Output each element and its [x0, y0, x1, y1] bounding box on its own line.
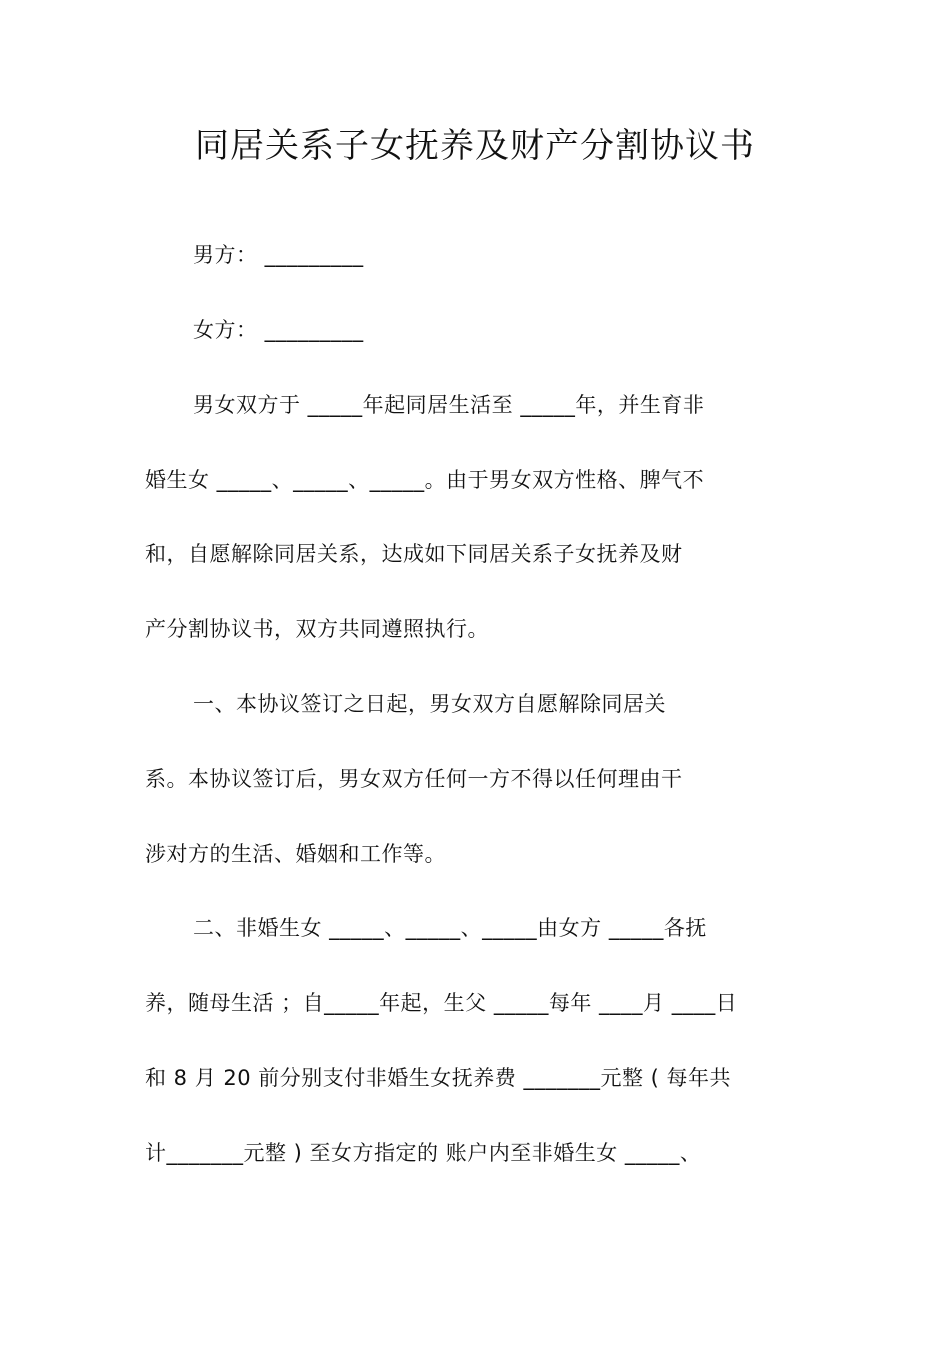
clause-one-line: 涉对方的生活、婚姻和工作等。 — [145, 842, 446, 866]
paragraph-line: 婚生女 _____、_____、_____。由于男女双方性格、脾气不 — [145, 468, 705, 492]
clause-two-line: 养，随母生活 ；自_____年起，生父 _____每年 ____月 ____日 — [145, 991, 738, 1015]
paragraph-line: 和，自愿解除同居关系，达成如下同居关系子女抚养及财 — [145, 542, 683, 566]
paragraph-line: 男女双方于 _____年起同居生活至 _____年，并生育非 — [193, 393, 705, 417]
clause-two-line: 和 8 月 20 前分别支付非婚生女抚养费 _______元整 ( 每年共 — [145, 1066, 732, 1090]
female-party-line: 女方： _________ — [193, 318, 364, 342]
clause-two-line: 二、非婚生女 _____、_____、_____由女方 _____各抚 — [193, 916, 707, 940]
male-party-line: 男方： _________ — [193, 243, 364, 267]
document-title: 同居关系子女抚养及财产分割协议书 — [195, 126, 755, 166]
clause-one-line: 系。本协议签订后，男女双方任何一方不得以任何理由干 — [145, 767, 683, 791]
paragraph-line: 产分割协议书，双方共同遵照执行。 — [145, 617, 489, 641]
clause-two-line: 计_______元整 ) 至女方指定的 账户内至非婚生女 _____、 — [145, 1141, 702, 1165]
clause-one-line: 一、本协议签订之日起，男女双方自愿解除同居关 — [193, 692, 666, 716]
